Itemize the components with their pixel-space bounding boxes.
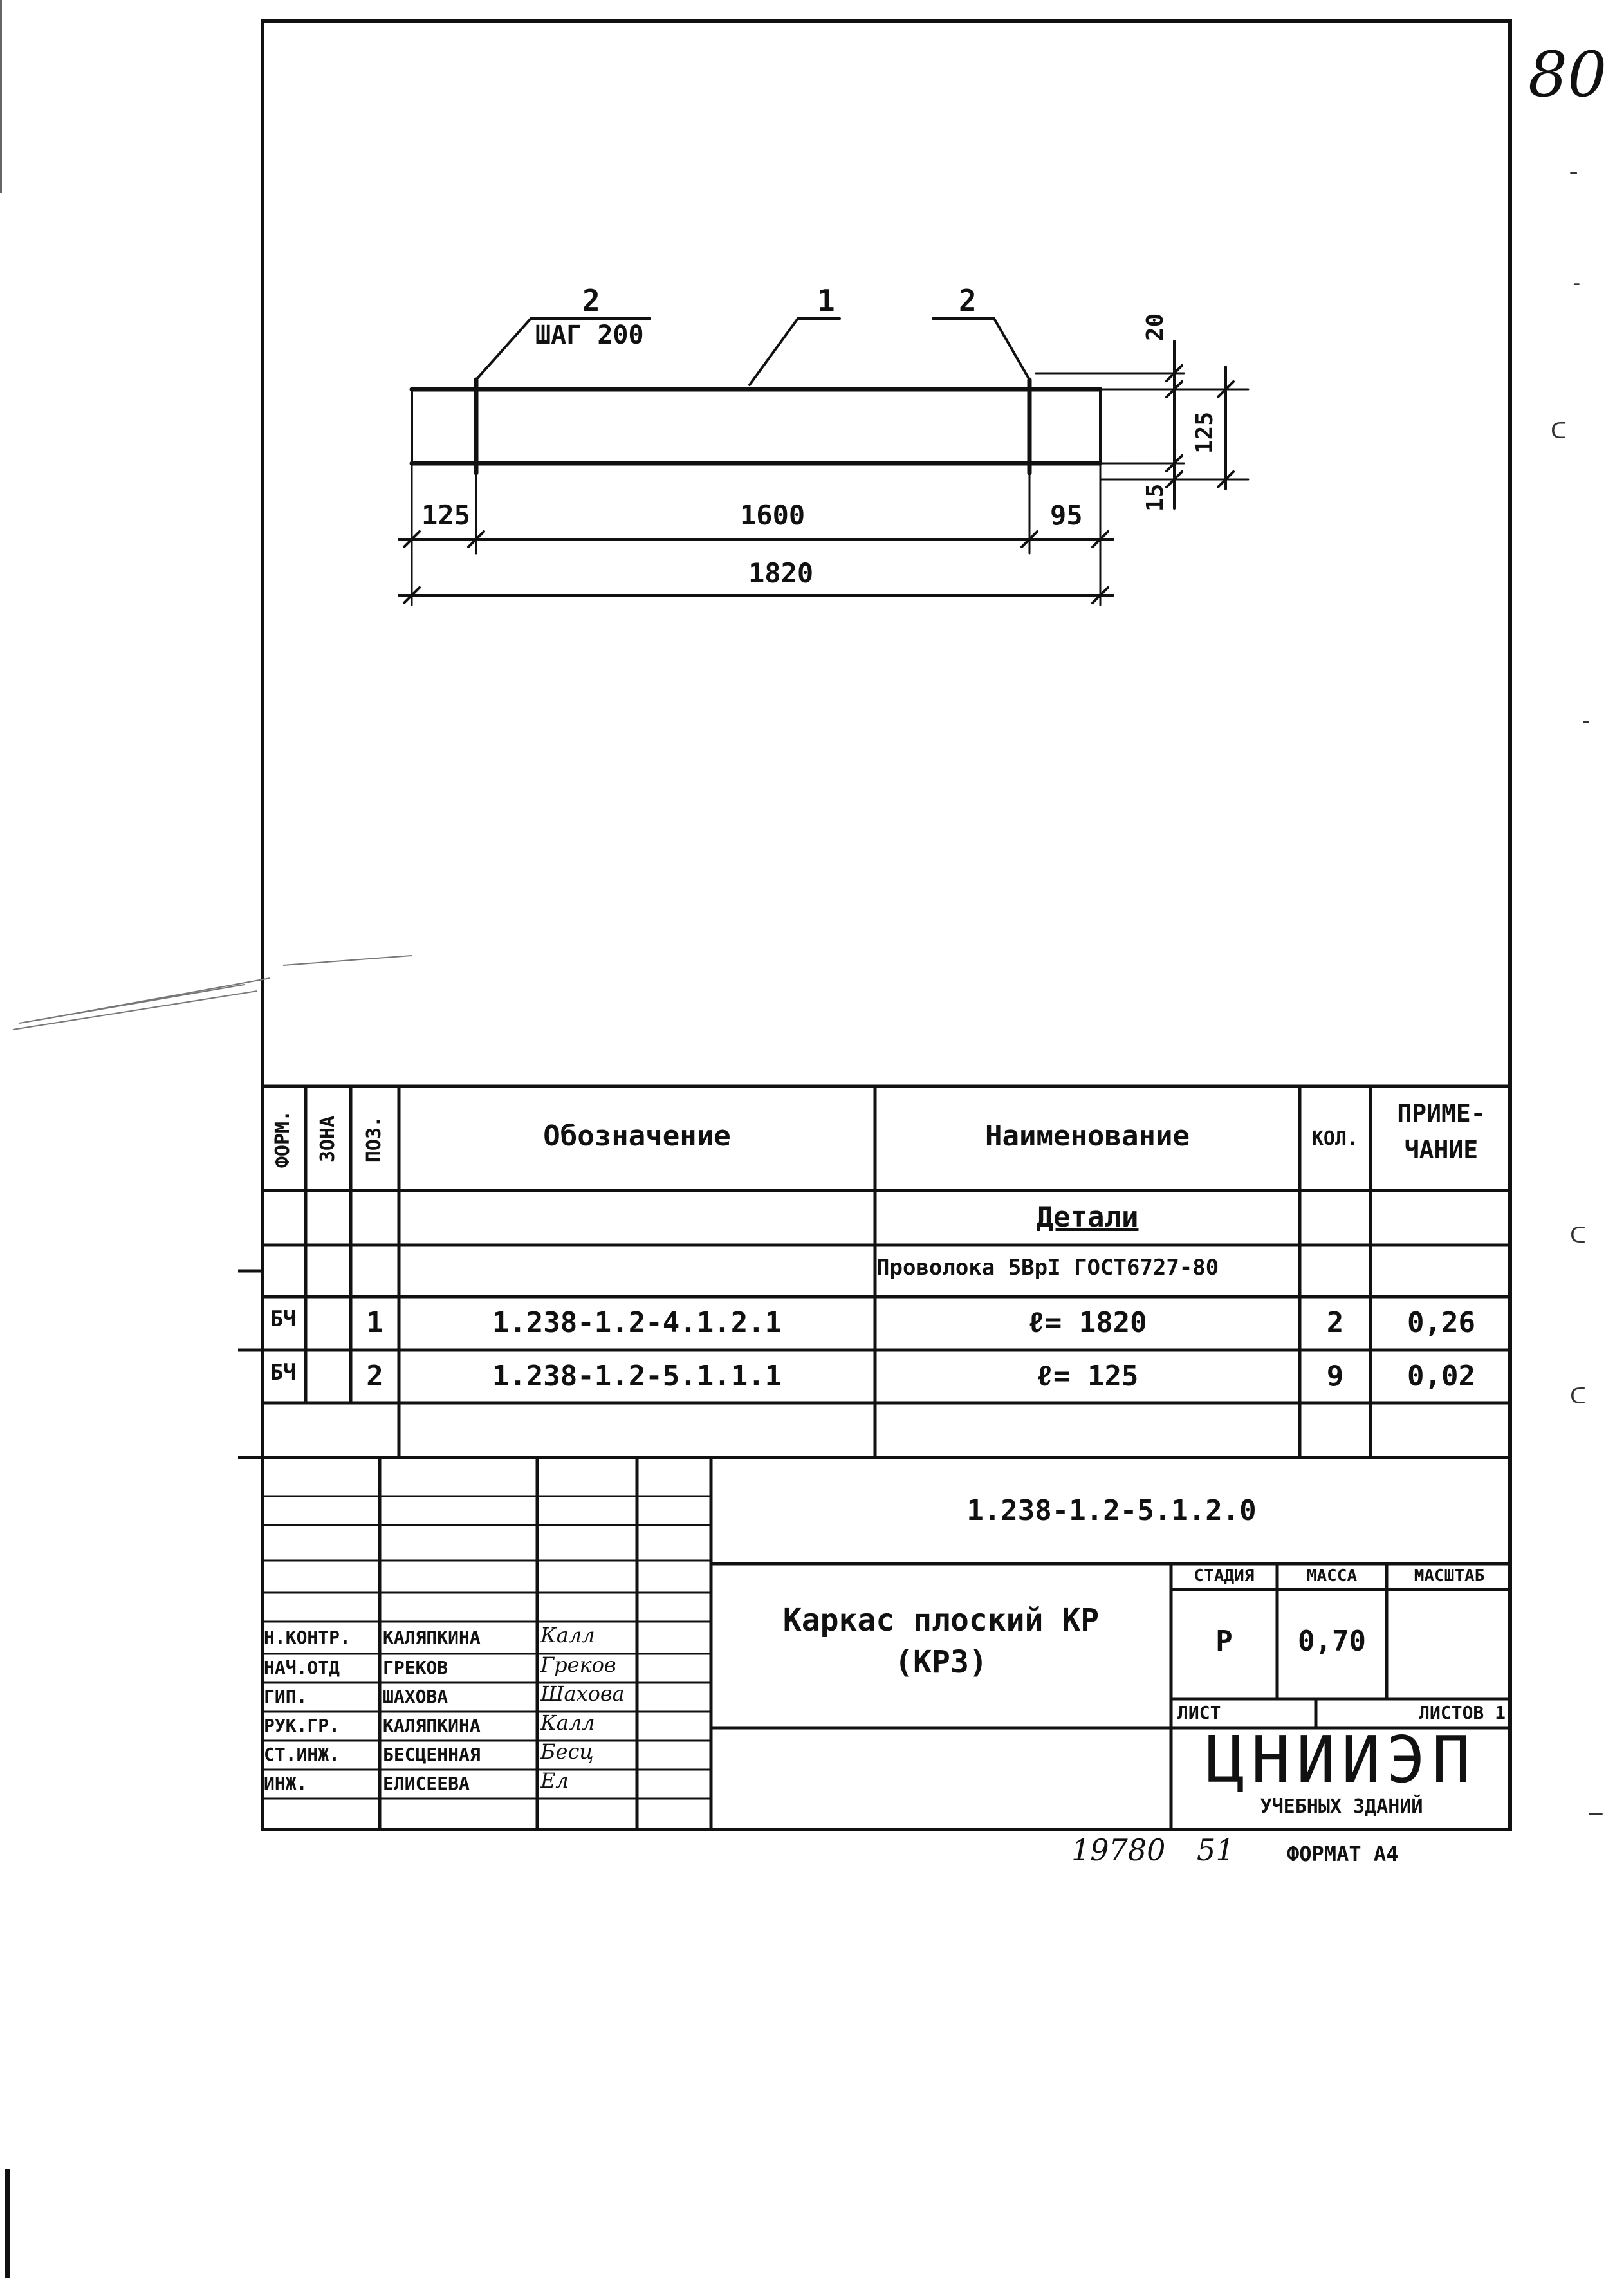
- pos-label-right: 2: [959, 283, 977, 318]
- material-spec: Проволока 5ВрI ГОСТ6727-80: [876, 1255, 1219, 1281]
- inventory-number: 19780: [1071, 1833, 1166, 1867]
- org-main: ЦНИИЭП: [1206, 1722, 1477, 1797]
- row-1-name: ℓ= 1820: [1028, 1306, 1147, 1339]
- dim-total: 1820: [748, 557, 814, 589]
- sheets-label: ЛИСТОВ 1: [1419, 1702, 1506, 1723]
- sheet-label: ЛИСТ: [1177, 1702, 1221, 1723]
- sig-name: КАЛЯПКИНА: [383, 1627, 481, 1648]
- sig-sign: Ел: [540, 1768, 569, 1793]
- pos-label-mid: 1: [817, 283, 835, 318]
- mass-label: МАССА: [1306, 1566, 1358, 1586]
- header-name: Наименование: [985, 1120, 1190, 1153]
- header-note-line2: ЧАНИЕ: [1404, 1136, 1479, 1164]
- sig-role: ИНЖ.: [264, 1773, 308, 1794]
- title-line1: Каркас плоский КР: [782, 1602, 1100, 1638]
- row-2-qty: 9: [1326, 1360, 1344, 1393]
- row-1-note: 0,26: [1407, 1306, 1475, 1339]
- row-2-note: 0,02: [1407, 1360, 1475, 1393]
- format-label: ФОРМАТ А4: [1287, 1842, 1399, 1866]
- dim-bottom-offset: 15: [1142, 483, 1168, 512]
- sig-sign: Бесц: [540, 1739, 594, 1764]
- margin-mark: ᑕ: [1570, 1384, 1586, 1409]
- margin-mark: ‐: [1580, 708, 1593, 734]
- sig-sign: Греков: [540, 1653, 616, 1677]
- dim-top-offset: 20: [1142, 313, 1168, 341]
- stage-value: Р: [1215, 1625, 1233, 1658]
- stage-label: СТАДИЯ: [1194, 1566, 1255, 1586]
- margin-mark: ᑕ: [1570, 1223, 1586, 1248]
- sig-name: ГРЕКОВ: [383, 1657, 448, 1678]
- row-1-qty: 2: [1326, 1306, 1344, 1339]
- row-2-designation: 1.238-1.2-5.1.1.1: [492, 1360, 782, 1393]
- page-number: 80: [1528, 39, 1607, 111]
- header-qty: КОЛ.: [1311, 1127, 1359, 1150]
- doc-code: 1.238-1.2-5.1.2.0: [966, 1494, 1257, 1527]
- header-note-line1: ПРИМЕ-: [1397, 1099, 1486, 1127]
- row-2-name: ℓ= 125: [1036, 1360, 1139, 1393]
- sig-role: РУК.ГР.: [264, 1715, 340, 1736]
- sig-sign: Шахова: [540, 1681, 625, 1706]
- sig-name: БЕСЦЕННАЯ: [383, 1744, 481, 1765]
- dim-right: 95: [1050, 499, 1083, 531]
- row-2-format: БЧ: [270, 1360, 297, 1385]
- sig-role: СТ.ИНЖ.: [264, 1744, 340, 1765]
- pos-label-left: 2: [582, 283, 600, 318]
- title-line2: (КР3): [894, 1644, 988, 1680]
- sig-sign: Калл: [540, 1710, 595, 1735]
- dim-left: 125: [421, 499, 470, 531]
- margin-mark: ─: [1589, 1802, 1603, 1828]
- sig-role: НАЧ.ОТД: [264, 1657, 340, 1678]
- dim-middle: 1600: [740, 499, 806, 531]
- sig-name: ЕЛИСЕЕВА: [383, 1773, 470, 1794]
- row-1-designation: 1.238-1.2-4.1.2.1: [492, 1306, 782, 1339]
- sig-sign: Калл: [540, 1623, 595, 1647]
- sig-role: Н.КОНТР.: [264, 1627, 351, 1648]
- margin-mark: ‐: [1570, 270, 1583, 296]
- row-1-format: БЧ: [270, 1306, 297, 1332]
- sheet-number: 51: [1197, 1833, 1235, 1867]
- row-2-pos: 2: [366, 1360, 383, 1393]
- header-format: ФОРМ.: [272, 1109, 294, 1169]
- header-zone: ЗОНА: [317, 1115, 339, 1163]
- header-designation: Обозначение: [543, 1120, 731, 1153]
- header-pos: ПОЗ.: [363, 1115, 385, 1163]
- dim-height: 125: [1192, 411, 1218, 454]
- margin-mark: ᑕ: [1551, 418, 1567, 444]
- org-sub: УЧЕБНЫХ ЗДАНИЙ: [1260, 1795, 1423, 1818]
- step-label: ШАГ 200: [535, 320, 644, 350]
- mass-value: 0,70: [1298, 1625, 1366, 1658]
- sig-role: ГИП.: [264, 1686, 308, 1707]
- sig-name: ШАХОВА: [383, 1686, 448, 1707]
- margin-mark: ╶: [1564, 161, 1577, 187]
- section-title: Детали: [1036, 1201, 1139, 1234]
- row-1-pos: 1: [366, 1306, 383, 1339]
- sig-name: КАЛЯПКИНА: [383, 1715, 481, 1736]
- scale-label: МАСШТАБ: [1414, 1566, 1485, 1586]
